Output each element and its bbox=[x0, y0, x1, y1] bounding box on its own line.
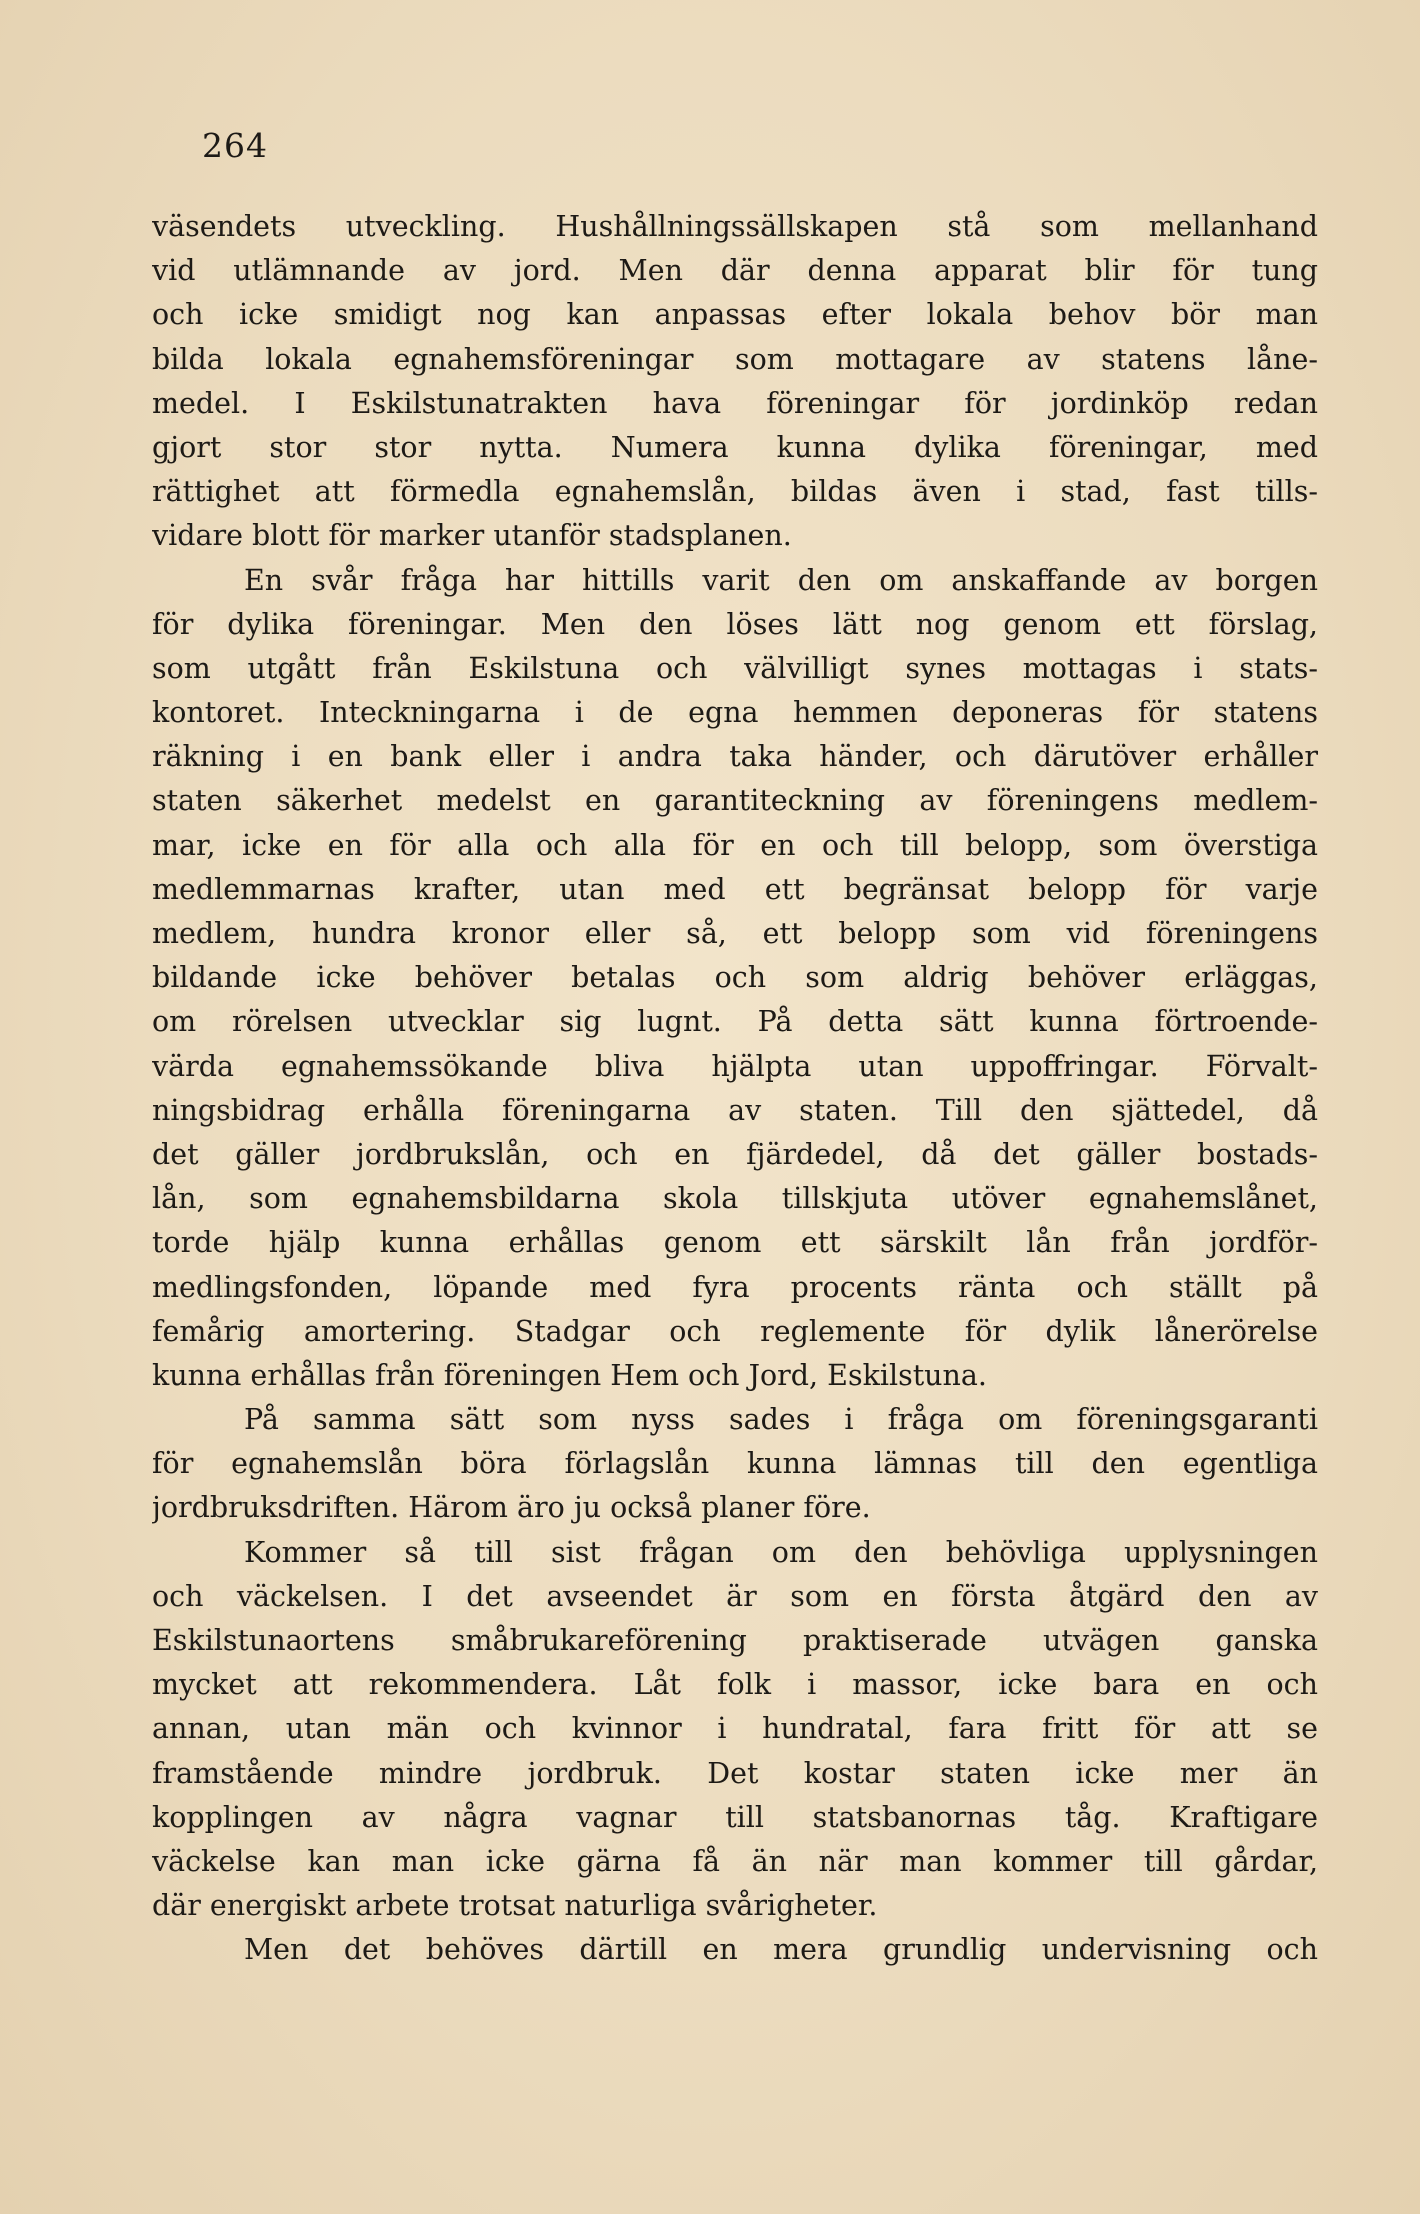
text-line: det gäller jordbrukslån, och en fjärdedel, då det gäller bostads- bbox=[152, 1137, 1318, 1171]
text-line: Eskilstunaortens småbrukareförening praktiserade utvägen ganska bbox=[152, 1624, 1318, 1657]
text-line: medel. I Eskilstunatrakten hava föreningar för jordinköp redan bbox=[152, 386, 1318, 420]
text-line: som utgått från Eskilstuna och välvilligt synes mottagas i stats- bbox=[152, 651, 1318, 685]
text-line: torde hjälp kunna erhållas genom ett särskilt lån från jordför- bbox=[152, 1226, 1318, 1260]
text-line: väckelse kan man icke gärna få än när man kommer till gårdar, bbox=[152, 1844, 1318, 1878]
text-line: femårig amortering. Stadgar och reglemente för dylik lånerörelse bbox=[152, 1314, 1318, 1348]
text-line: och icke smidigt nog kan anpassas efter lokala behov bör man bbox=[152, 298, 1318, 332]
text-line: väsendets utveckling. Hushållningssällskapen stå som mellanhand bbox=[152, 210, 1318, 243]
text-line: En svår fråga har hittills varit den om anskaffande av borgen bbox=[244, 563, 1318, 597]
text-line: bilda lokala egnahemsföreningar som mottagare av statens låne- bbox=[152, 342, 1318, 376]
text-line: vidare blott för marker utanför stadsplanen. bbox=[152, 519, 792, 553]
text-line: framstående mindre jordbruk. Det kostar staten icke mer än bbox=[152, 1756, 1318, 1790]
text-line: Men det behöves därtill en mera grundlig undervisning och bbox=[244, 1933, 1318, 1967]
text-line: staten säkerhet medelst en garantiteckning av föreningens medlem- bbox=[152, 784, 1318, 818]
text-line: Kommer så till sist frågan om den behövliga upplysningen bbox=[244, 1535, 1318, 1569]
text-line: vid utlämnande av jord. Men där denna apparat blir för tung bbox=[152, 254, 1318, 288]
text-line: jordbruksdriften. Härom äro ju också planer före. bbox=[152, 1491, 871, 1525]
text-line: kontoret. Inteckningarna i de egna hemmen deponeras för statens bbox=[152, 696, 1318, 730]
text-line: medlem, hundra kronor eller så, ett belopp som vid föreningens bbox=[152, 917, 1318, 950]
text-line: kopplingen av några vagnar till statsbanornas tåg. Kraftigare bbox=[152, 1800, 1318, 1834]
text-line: bildande icke behöver betalas och som aldrig behöver erläggas, bbox=[152, 961, 1318, 995]
page-number: 264 bbox=[202, 126, 268, 165]
text-line: för dylika föreningar. Men den löses lätt nog genom ett förslag, bbox=[152, 607, 1318, 641]
text-line: och väckelsen. I det avseendet är som en första åtgärd den av bbox=[152, 1579, 1318, 1613]
text-line: räkning i en bank eller i andra taka händer, och därutöver erhåller bbox=[152, 740, 1318, 774]
text-line: om rörelsen utvecklar sig lugnt. På detta sätt kunna förtroende- bbox=[152, 1005, 1318, 1039]
body-text bbox=[152, 205, 1318, 1973]
text-line: annan, utan män och kvinnor i hundratal, fara fritt för att se bbox=[152, 1712, 1318, 1746]
text-line: rättighet att förmedla egnahemslån, bildas även i stad, fast tills- bbox=[152, 475, 1318, 509]
text-line: mar, icke en för alla och alla för en och till belopp, som överstiga bbox=[152, 828, 1318, 862]
text-line: för egnahemslån böra förlagslån kunna lämnas till den egentliga bbox=[152, 1447, 1318, 1481]
text-line: kunna erhållas från föreningen Hem och Jord, Eskilstuna. bbox=[152, 1358, 987, 1392]
text-line: mycket att rekommendera. Låt folk i massor, icke bara en och bbox=[152, 1668, 1318, 1702]
text-line: där energiskt arbete trotsat naturliga svårigheter. bbox=[152, 1889, 878, 1923]
text-line: värda egnahemssökande bliva hjälpta utan uppoffringar. Förvalt- bbox=[152, 1049, 1318, 1083]
text-line: På samma sätt som nyss sades i fråga om föreningsgaranti bbox=[244, 1403, 1318, 1437]
text-line: gjort stor stor nytta. Numera kunna dylika föreningar, med bbox=[152, 430, 1318, 464]
text-line: lån, som egnahemsbildarna skola tillskjuta utöver egnahemslånet, bbox=[152, 1182, 1318, 1216]
text-line: medlingsfonden, löpande med fyra procents ränta och ställt på bbox=[152, 1270, 1318, 1304]
text-line: ningsbidrag erhålla föreningarna av staten. Till den sjättedel, då bbox=[152, 1093, 1318, 1127]
text-line: medlemmarnas krafter, utan med ett begränsat belopp för varje bbox=[152, 872, 1318, 906]
